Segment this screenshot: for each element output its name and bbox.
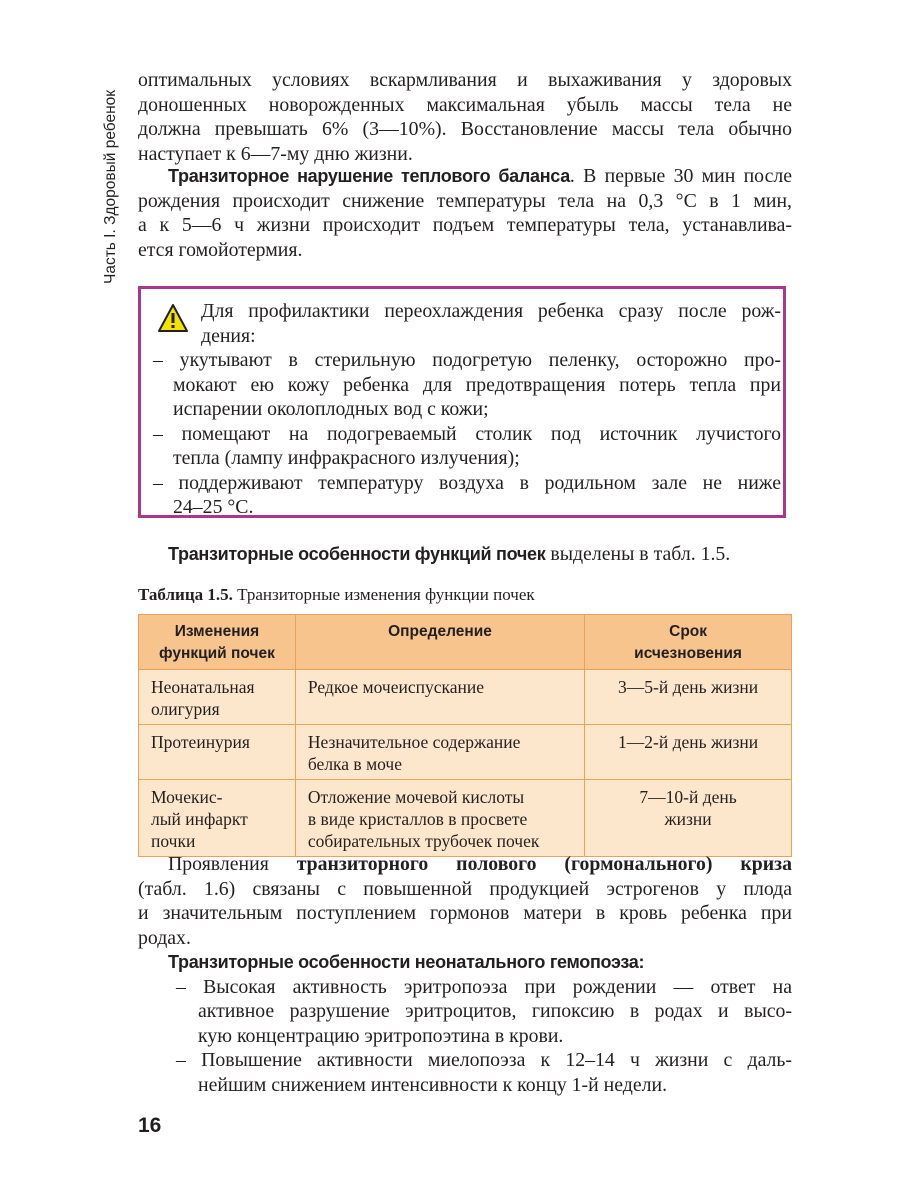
paragraph-hormonal-crisis: Проявления транзиторного полового (гормонального) криза (табл. 1.6) связаны с повышенной продукцией эстрогенов у плода и значительным поступлением гормонов матери в кровь ребенка при родах. (138, 853, 792, 949)
table-cell: Редкое мочеиспускание (295, 670, 584, 725)
running-header (98, 72, 124, 284)
warning-item: – поддерживают температуру воздуха в родильном зале не ниже (153, 471, 781, 494)
hormonal-crisis-term: транзиторного полового (гормонального) криза (296, 853, 792, 875)
table-header-row (139, 615, 792, 670)
table-cell: 1—2-й день жизни (585, 725, 792, 780)
list-item: – Высокая активность эритропоэза при рождении — ответ на (176, 975, 792, 998)
table-caption-text: Транзиторные изменения функции почек (232, 585, 535, 604)
kidney-term: Транзиторные особенности функций почек (168, 544, 546, 564)
running-header-text: Часть I. Здоровый ребенок (102, 89, 119, 284)
table-cell: Мочекис- лый инфаркт почки (139, 780, 296, 857)
table-caption-label: Таблица 1.5. (138, 585, 233, 604)
table-cell: Протеинурия (139, 725, 296, 780)
hemopoiesis-heading: Транзиторные особенности неонатального гемопоэза: (168, 952, 645, 972)
list-item: – Повышение активности миелопоэза к 12–14 ч жизни с даль- (176, 1049, 792, 1071)
table-cell: Незначительное содержание белка в моче (295, 725, 584, 780)
column-header: Определение (295, 615, 584, 670)
warning-box (138, 286, 786, 518)
table-row (139, 670, 792, 725)
paragraph-weight-loss: оптимальных условиях вскармливания и выхаживания у здоровых доношенных новорожденных максимальная убыль массы тела не должна превышать 6% (3—10%). Восстановление массы тела обычно наступает к 6—7-му дню жизни. (138, 69, 792, 165)
table-row (139, 780, 792, 857)
table-caption (138, 584, 535, 606)
column-header: Срок исчезновения (585, 615, 792, 670)
table-row (139, 725, 792, 780)
hemopoiesis-section: Транзиторные особенности неонатального гемопоэза: – Высокая активность эритропоэза при рождении — ответ на активное разрушение эритроцитов, гипоксию в родах и высо- кую концентрацию эритропоэтина в крови. – Повышение активности миелопоэза к 12–14 ч жизни с даль- нейшим снижением интенсивности к концу 1-й недели. (138, 950, 792, 1097)
table-cell: 7—10-й день жизни (585, 780, 792, 857)
heat-balance-term: Транзиторное нарушение теплового баланса (168, 166, 570, 186)
table-cell: 3—5-й день жизни (585, 670, 792, 725)
column-header: Изменения функций почек (139, 615, 296, 670)
warning-item: – укутывают в стерильную подогретую пеленку, осторожно про- (153, 349, 781, 371)
paragraph-kidney-intro: Транзиторные особенности функций почек выделены в табл. 1.5. (168, 543, 731, 565)
page-number: 16 (138, 1114, 162, 1137)
warning-text: Для профилактики переохлаждения ребенка сразу после рож- дения: – укутывают в стерильную подогретую пеленку, осторожно про- мокают ею кожу ребенка для предотвращения потерь тепла при испарении околоплодных вод с кожи; – помещают на подогреваемый столик под источник лучистого тепла (лампу инфракрасного излучения); – поддерживают температуру воздуха в родильном зале не ниже 24–25 °С. (153, 300, 781, 518)
table-cell: Отложение мочевой кислоты в виде кристаллов в просвете собирательных трубочек почек (295, 780, 584, 857)
kidney-table (138, 614, 792, 857)
table-cell: Неонатальная олигурия (139, 670, 296, 725)
paragraph-heat-balance: Транзиторное нарушение теплового баланса. В первые 30 мин после рождения происходит снижение температуры тела на 0,3 °С в 1 мин, а к 5—6 ч жизни происходит подъем температуры тела, устанавлива- ется гомойотермия. (138, 165, 792, 261)
warning-item: – помещают на подогреваемый столик под источник лучистого (153, 422, 781, 445)
